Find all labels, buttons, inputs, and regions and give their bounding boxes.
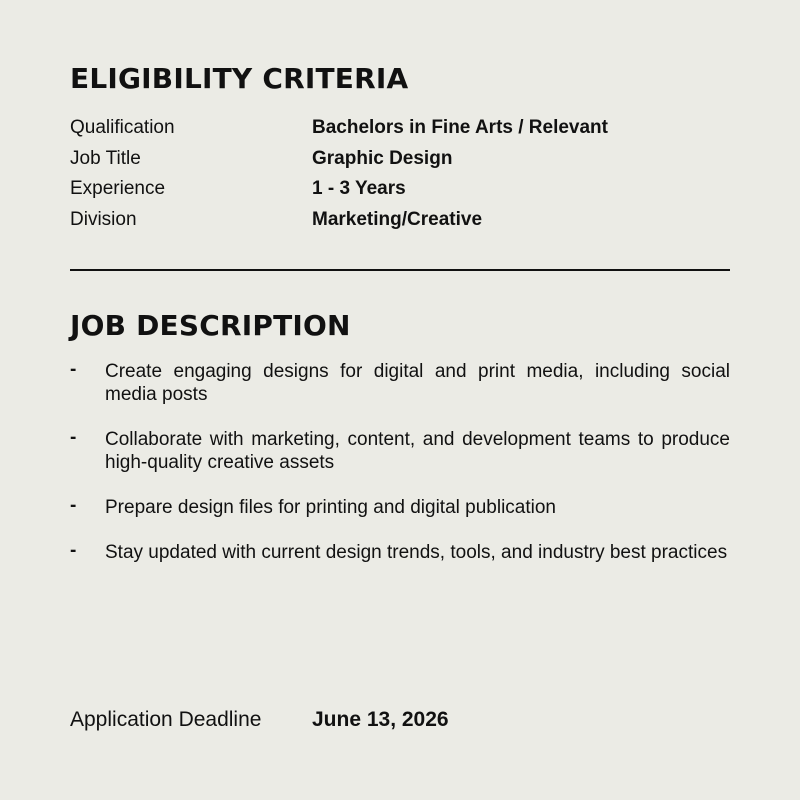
criteria-value: Graphic Design [312,147,453,169]
criteria-label: Qualification [70,117,175,138]
duty-text: Prepare design files for printing and digital publication [105,497,556,518]
dash-bullet-icon: - [70,495,77,516]
job-description-list [70,360,730,586]
criteria-value: Bachelors in Fine Arts / Relevant [312,117,608,138]
job-description-heading: JOB DESCRIPTION [70,309,351,342]
criteria-row-qualification [70,114,730,145]
criteria-label: Division [70,208,137,230]
eligibility-heading: ELIGIBILITY CRITERIA [70,62,409,95]
deadline-label: Application Deadline [70,708,262,731]
deadline-date: June 13, 2026 [312,708,449,731]
list-item [70,360,730,406]
criteria-label: Job Title [70,147,141,169]
criteria-row-division [70,206,730,237]
dash-bullet-icon: - [70,359,77,380]
dash-bullet-icon: - [70,540,77,561]
eligibility-criteria-list [70,114,730,236]
criteria-label: Experience [70,178,166,199]
duty-text: Stay updated with current design trends, tools, and industry best practices [105,542,728,563]
duty-text: Create engaging designs for digital and print media, including social media posts [105,361,730,405]
dash-bullet-icon: - [70,427,77,448]
section-divider [70,269,730,271]
criteria-value: Marketing/Creative [312,208,483,230]
criteria-value: 1 - 3 Years [312,178,406,199]
job-posting [70,0,730,800]
criteria-row-job-title [70,145,730,176]
list-item [70,541,730,564]
criteria-row-experience [70,175,730,206]
duty-text: Collaborate with marketing, content, and development teams to produce high-quality creative assets [105,429,730,473]
list-item [70,496,730,519]
list-item [70,428,730,474]
